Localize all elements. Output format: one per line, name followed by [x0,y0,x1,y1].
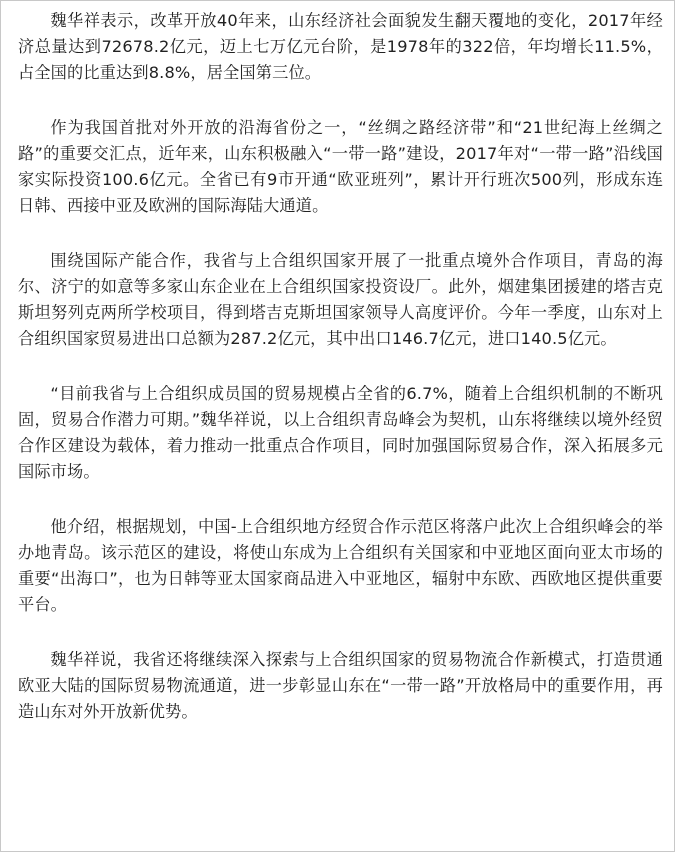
paragraph-5: 他介绍，根据规划，中国-上合组织地方经贸合作示范区将落户此次上合组织峰会的举办地青岛。该示范区的建设，将使山东成为上合组织有关国家和中亚地区面向亚太市场的重要“出海口”，也为日韩等亚太国家商品进入中亚地区，辐射中东欧、西欧地区提供重要平台。 [18,517,663,614]
article-body [18,8,663,725]
paragraph-4: “目前我省与上合组织成员国的贸易规模占全省的6.7%，随着上合组织机制的不断巩固，贸易合作潜力可期。”魏华祥说，以上合组织青岛峰会为契机，山东将继续以境外经贸合作区建设为载体，着力推动一批重点合作项目，同时加强国际贸易合作，深入拓展多元国际市场。 [18,384,663,481]
paragraph-2: 作为我国首批对外开放的沿海省份之一，“丝绸之路经济带”和“21世纪海上丝绸之路”的重要交汇点，近年来，山东积极融入“一带一路”建设，2017年对“一带一路”沿线国家实际投资100.6亿元。全省已有9市开通“欧亚班列”，累计开行班次500列，形成东连日韩、西接中亚及欧洲的国际海陆大通道。 [18,118,663,215]
paragraph-3: 围绕国际产能合作，我省与上合组织国家开展了一批重点境外合作项目，青岛的海尔、济宁的如意等多家山东企业在上合组织国家投资设厂。此外，烟建集团援建的塔吉克斯坦努列克两所学校项目，得到塔吉克斯坦国家领导人高度评价。今年一季度，山东对上合组织国家贸易进出口总额为287.2亿元，其中出口146.7亿元，进口140.5亿元。 [18,251,663,348]
paragraph-1: 魏华祥表示，改革开放40年来，山东经济社会面貌发生翻天覆地的变化，2017年经济总量达到72678.2亿元，迈上七万亿元台阶，是1978年的322倍，年均增长11.5%，占全国的比重达到8.8%，居全国第三位。 [18,11,663,82]
paragraph-6: 魏华祥说，我省还将继续深入探索与上合组织国家的贸易物流合作新模式，打造贯通欧亚大陆的国际贸易物流通道，进一步彰显山东在“一带一路”开放格局中的重要作用，再造山东对外开放新优势。 [18,650,663,721]
